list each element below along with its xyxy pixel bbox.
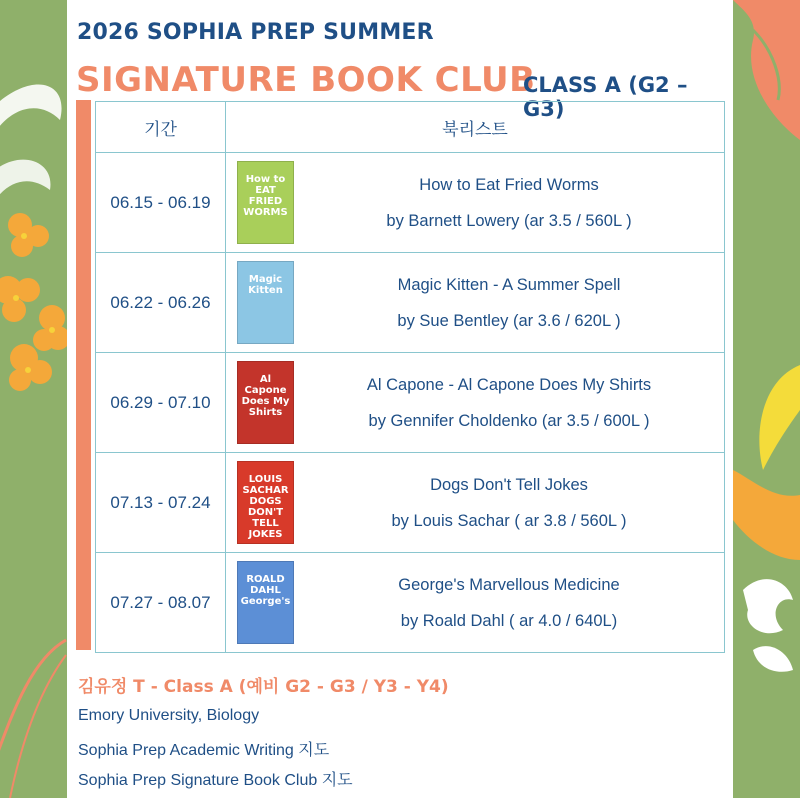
book-cover-image [237,361,294,444]
book-info [294,267,724,339]
table-row [96,153,725,253]
page-title: SIGNATURE BOOK CLUB [76,60,536,100]
credential-item: Sophia Prep Signature Book Club 지도 [78,772,353,789]
table-row [96,553,725,653]
book-cover-text: ROALD DAHL George's [240,574,291,607]
book-cell [226,153,725,253]
book-title: Al Capone - Al Capone Does My Shirts [366,375,652,394]
right-decoration [733,0,800,798]
book-title: Magic Kitten - A Summer Spell [397,275,621,294]
period-cell: 07.13 - 07.24 [96,453,226,553]
book-cover-image [237,161,294,244]
content-panel [67,0,733,798]
book-cover-text: How to EAT FRIED WORMS [243,174,288,218]
period-cell: 06.15 - 06.19 [96,153,226,253]
book-author: by Roald Dahl ( ar 4.0 / 640L) [400,611,618,630]
table-row [96,353,725,453]
column-header-period: 기간 [96,102,226,153]
floral-pattern-left [0,0,67,798]
period-cell: 06.29 - 07.10 [96,353,226,453]
book-author: by Barnett Lowery (ar 3.5 / 560L ) [386,211,632,230]
book-author: by Sue Bentley (ar 3.6 / 620L ) [397,311,621,330]
book-cell [226,453,725,553]
book-info [294,367,724,439]
column-header-booklist: 북리스트 [226,102,725,153]
book-cover-text: Al Capone Does My Shirts [241,374,290,418]
book-info [294,467,724,539]
book-author: by Louis Sachar ( ar 3.8 / 560L ) [391,511,627,530]
floral-pattern-right [733,0,800,798]
book-title: Dogs Don't Tell Jokes [430,475,588,494]
book-title: George's Marvellous Medicine [398,575,620,594]
book-title: How to Eat Fried Worms [419,175,599,194]
table-header-row [96,102,725,153]
left-decoration [0,0,67,798]
period-cell: 07.27 - 08.07 [96,553,226,653]
book-cover-text: LOUIS SACHAR DOGS DON'T TELL JOKES [242,474,289,540]
book-info [294,167,724,239]
book-author: by Gennifer Choldenko (ar 3.5 / 600L ) [368,411,650,430]
table-row [96,253,725,353]
book-cover-text: Magic Kitten [248,274,283,296]
book-cover-image [237,461,294,544]
period-cell: 06.22 - 06.26 [96,253,226,353]
accent-bar [76,100,91,650]
credential-item: Sophia Prep Academic Writing 지도 [78,742,330,759]
book-cover-image [237,561,294,644]
booklist-table [95,101,725,653]
class-label: CLASS A (G2 – G3) [523,73,688,121]
book-info [294,567,724,639]
table-row [96,453,725,553]
teacher-name: 김유정 T - Class A (예비 G2 - G3 / Y3 - Y4) [78,677,449,697]
credential-item: Emory University, Biology [78,707,260,724]
header-subtitle: 2026 SOPHIA PREP SUMMER [77,20,434,45]
book-cover-image [237,261,294,344]
book-cell [226,553,725,653]
book-cell [226,253,725,353]
book-cell [226,353,725,453]
